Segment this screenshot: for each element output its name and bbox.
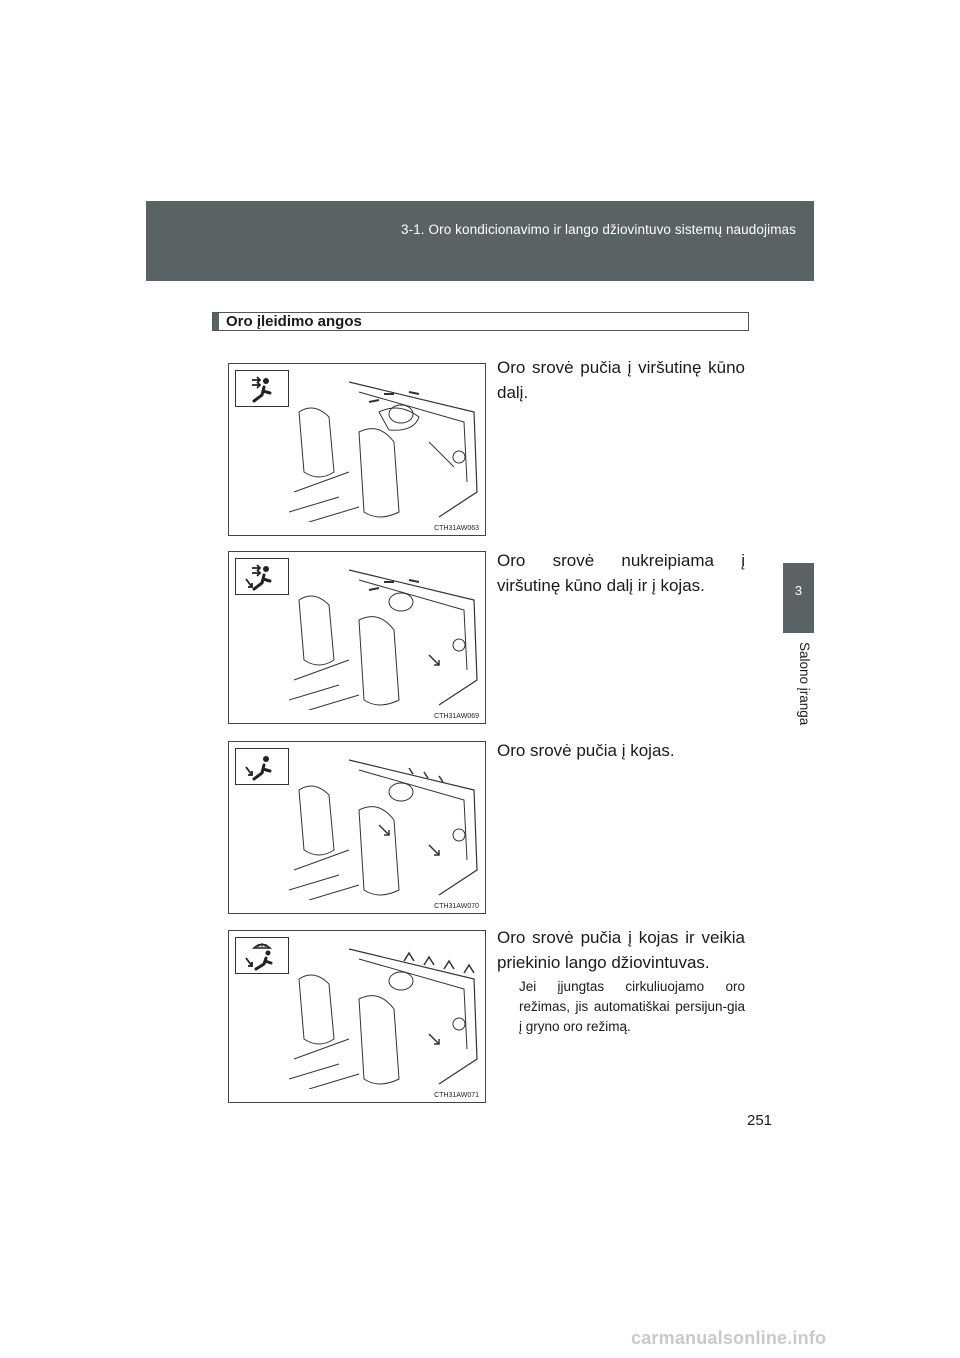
bi-level-vent-icon [235,558,289,595]
chapter-tab-number: 3 [794,583,803,598]
footer-watermark: carmanualsonline.info [631,1328,827,1348]
figure-face-mode [228,363,486,536]
car-interior-illustration [289,939,481,1089]
chapter-title: 3-1. Oro kondicionavimo ir lango džiovintuvo sistemų naudojimas [401,222,796,237]
mode-description: Oro srovė nukreipiama į viršutinę kūno dalį ir į kojas. [497,551,745,595]
car-interior-illustration [289,750,481,900]
chapter-tab-label: Salono įranga [797,642,812,726]
car-interior-illustration [289,560,481,710]
mode-description: Oro srovė pučia į viršutinę kūno dalį. [497,358,745,402]
image-code: CTH31AW063 [434,525,479,532]
face-vent-icon [235,370,289,407]
chapter-tab [783,563,814,633]
section-heading-title: Oro įleidimo angos [226,313,362,330]
mode-note: Jei įjungtas cirkuliuojamo oro režimas, jis automatiškai persijun-gia į gryno oro režimą. [519,979,745,1034]
image-code: CTH31AW069 [434,713,479,720]
mode-description: Oro srovė pučia į kojas. [497,741,675,760]
section-heading [212,312,749,331]
figure-foot-defrost-mode [228,930,486,1103]
image-code: CTH31AW070 [434,903,479,910]
page-number: 251 [747,1112,773,1129]
figure-bi-level-mode [228,551,486,724]
mode-description: Oro srovė pučia į kojas ir veikia priekinio lango džiovintuvas. [497,928,745,972]
car-interior-illustration [289,372,481,522]
foot-vent-icon [235,748,289,785]
header-band [146,201,814,281]
foot-defrost-vent-icon [235,937,289,974]
image-code: CTH31AW071 [434,1092,479,1099]
section-heading-accent [213,313,219,330]
figure-foot-mode [228,741,486,914]
